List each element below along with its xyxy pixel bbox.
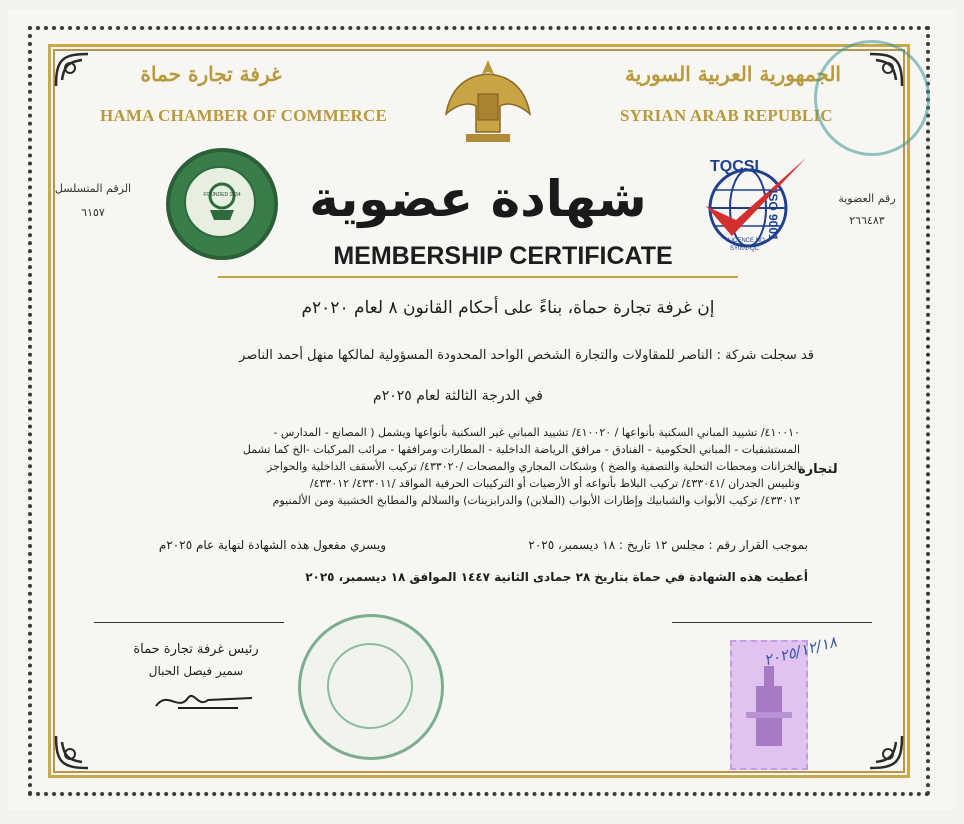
green-official-stamp xyxy=(298,614,444,760)
handwritten-signature xyxy=(148,686,258,716)
serial-number-value: ٦١٥٧ xyxy=(81,206,105,219)
intro-line: إن غرفة تجارة حماة، بناءً على أحكام القانون ٨ لعام ٢٠٢٠م xyxy=(301,298,715,318)
chamber-name-ar: غرفة تجارة حماة xyxy=(140,62,282,86)
certificate-title-en: MEMBERSHIP CERTIFICATE xyxy=(333,242,673,270)
signatory-name: سمير فيصل الحبال xyxy=(148,664,244,678)
republic-name-en: SYRIAN ARAB REPUBLIC xyxy=(620,106,833,125)
activities-block xyxy=(84,424,800,509)
iso-certification-logo xyxy=(702,150,812,260)
activity-line: المستشفيات - المباني الحكومية - الفنادق - مرافق الرياضة الداخلية - المطارات ومرافقها - مرائب المركبات -الخ كما تشمل xyxy=(242,443,800,456)
iso-licence-label: LICENCE NO xyxy=(728,238,765,244)
trade-label: لتجارة xyxy=(798,462,838,477)
certificate-sheet xyxy=(8,10,956,810)
certificate-title-ar: شهادة عضوية xyxy=(309,170,647,228)
chamber-green-seal xyxy=(166,148,278,260)
signature-rule-right xyxy=(672,622,872,623)
company-line: قد سجلت شركة : الناصر للمقاولات والتجارة الشخص الواحد المحدودة المسؤولية لمالكها منهل أحمد الناصر xyxy=(239,348,814,363)
corner-ornament-icon xyxy=(866,732,906,772)
activity-line: الخزانات ومحطات التحلية والتصفية والضخ ) وشبكات المجاري والمصحات /٤٣٣٠٢٠/ تركيب الأسقف الداخلية والحواجز xyxy=(267,460,800,473)
grade-line: في الدرجة الثالثة لعام ٢٠٢٥م xyxy=(373,388,543,404)
corner-ornament-icon xyxy=(52,732,92,772)
issued-line: أعطيت هذه الشهادة في حماة بتاريخ ٢٨ جمادى الثانية ١٤٤٧ الموافق ١٨ ديسمبر، ٢٠٢٥ xyxy=(305,570,808,584)
membership-number-value: ٢٦٦٤٨٣ xyxy=(849,214,885,227)
teal-stamp-seal xyxy=(814,40,930,156)
seal-founded-text: FOUNDED 1934 xyxy=(203,192,241,198)
activity-line: ٤٣٣٠١٣/ تركيب الأبواب والشبابيك وإطارات الأبواب (الملابن) والدرابزينات) والسلالم والمطابخ الخشبية ومن الألمنيوم xyxy=(272,494,800,507)
serial-number-label: الرقم المتسلسل xyxy=(54,182,132,195)
handwritten-date: ٢٠٢٥/١٢/١٨ xyxy=(762,632,839,670)
chamber-name-en: HAMA CHAMBER OF COMMERCE xyxy=(100,106,388,125)
signature-rule-left xyxy=(94,622,284,623)
corner-ornament-icon xyxy=(52,50,92,90)
validity-line: ويسري مفعول هذه الشهادة لنهاية عام ٢٠٢٥م xyxy=(158,538,386,552)
title-underline xyxy=(218,276,738,278)
decision-line: بموجب القرار رقم : مجلس ١٢ تاريخ : ١٨ ديسمبر، ٢٠٢٥ xyxy=(528,538,808,552)
chamber-logo-icon xyxy=(198,176,246,224)
iso-standard-text: ISO 9001 xyxy=(766,190,780,241)
iso-licence-number: SY001-QC xyxy=(730,246,760,252)
membership-number-label: رقم العضوية xyxy=(838,192,896,205)
signatory-title: رئيس غرفة تجارة حماة xyxy=(133,642,259,657)
activity-line: وتلبيس الجدران /٤٣٣٠٤١/ تركيب البلاط بأنواعه أو الأرضيات أو التركيبات الحرفية المواقد /٤٣٣٠١١/ ٤٣٣٠١٢/ xyxy=(309,477,800,490)
republic-name-ar: الجمهورية العربية السورية xyxy=(625,62,841,86)
syrian-eagle-emblem-icon xyxy=(442,52,534,152)
iso-brand-text: TQCSI xyxy=(710,158,759,175)
activity-line: ٤١٠٠١٠/ تشييد المباني السكنية بأنواعها / ٤١٠٠٢٠/ تشييد المباني غير السكنية بأنواعها ويشمل ( المصانع - المدارس - xyxy=(273,426,800,439)
